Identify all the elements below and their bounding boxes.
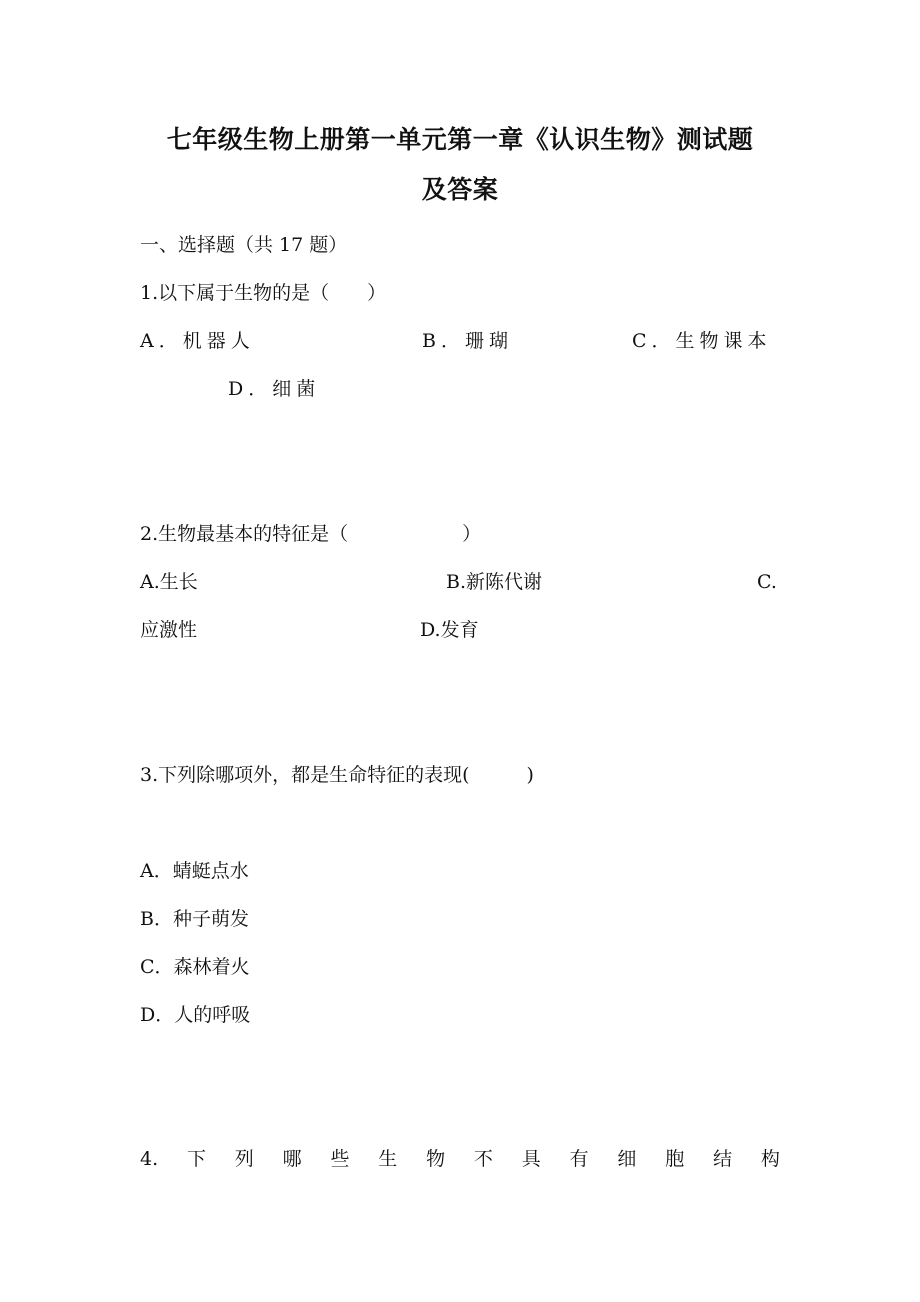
question-1-option-c: C．生物课本 [632, 330, 772, 352]
question-4-char: 物 [426, 1148, 446, 1170]
question-4-char: 胞 [665, 1148, 685, 1170]
question-4-char: 4. [140, 1148, 159, 1170]
question-4-char: 结 [713, 1148, 733, 1170]
question-3-stem: 3.下列除哪项外，都是生命特征的表现( ) [140, 764, 534, 786]
question-1-stem: 1.以下属于生物的是（ ） [140, 282, 387, 304]
question-2-option-c-text: 应激性 [140, 619, 198, 641]
question-4-char: 有 [569, 1148, 589, 1170]
question-4-char: 具 [521, 1148, 541, 1170]
question-2-stem: 2.生物最基本的特征是（ ） [140, 523, 482, 545]
question-2-option-d: D.发育 [420, 619, 479, 641]
document-title-line-1: 七年级生物上册第一单元第一章《认识生物》测试题 [166, 125, 754, 154]
question-1-option-d: D．细菌 [228, 378, 321, 400]
question-4-char: 构 [760, 1148, 780, 1170]
question-4-char: 列 [234, 1148, 254, 1170]
question-1-option-b: B．珊瑚 [422, 330, 513, 352]
section-heading: 一、选择题（共 17 题） [140, 234, 348, 256]
question-1-option-a: A．机器人 [140, 330, 255, 352]
question-3-option-b: B．种子萌发 [140, 908, 249, 930]
question-4-char: 些 [330, 1148, 350, 1170]
question-4-char: 下 [186, 1148, 206, 1170]
question-4-stem [140, 1150, 780, 1169]
question-4-char: 细 [617, 1148, 637, 1170]
question-2-option-c-label: C. [757, 571, 777, 593]
question-3-option-d: D．人的呼吸 [140, 1004, 251, 1026]
question-2-option-b: B.新陈代谢 [446, 571, 543, 593]
question-3-option-c: C．森林着火 [140, 956, 250, 978]
question-4-char: 生 [378, 1148, 398, 1170]
question-4-char: 哪 [282, 1148, 302, 1170]
question-4-char: 不 [473, 1148, 493, 1170]
document-title-line-2: 及答案 [421, 175, 499, 204]
question-3-option-a: A．蜻蜓点水 [140, 860, 249, 882]
question-2-option-a: A.生长 [140, 571, 198, 593]
